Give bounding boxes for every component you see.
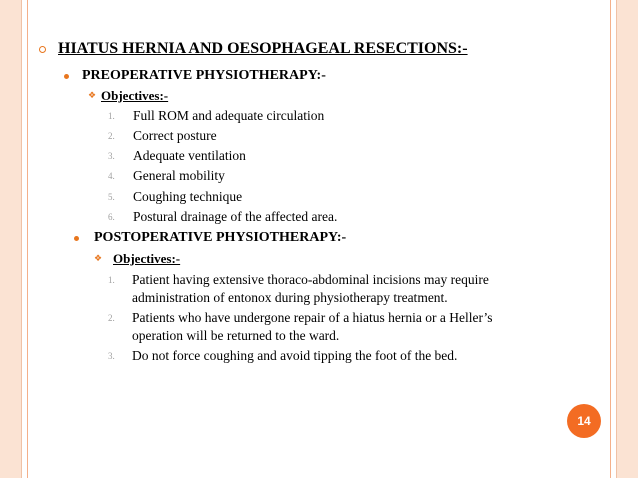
list-number: 2. (108, 313, 115, 323)
list-item: Adequate ventilation (133, 148, 246, 163)
list-number: 3. (108, 351, 115, 361)
right-edge-line (610, 0, 611, 478)
list-number: 6. (108, 212, 115, 222)
list-item-line: Patient having extensive thoraco-abdominal incisions may require (132, 272, 489, 287)
slide-heading: HIATUS HERNIA AND OESOPHAGEAL RESECTIONS:- (58, 40, 468, 57)
list-item-line: operation will be returned to the ward. (132, 328, 340, 343)
page-number-badge: 14 (567, 404, 601, 438)
list-number: 5. (108, 192, 115, 202)
list-item: General mobility (133, 168, 225, 183)
list-number: 4. (108, 171, 115, 181)
list-item: Correct posture (133, 128, 217, 143)
preoperative-title: PREOPERATIVE PHYSIOTHERAPY:- (82, 68, 326, 83)
list-number: 3. (108, 151, 115, 161)
ring-bullet-icon (39, 46, 46, 53)
list-number: 1. (108, 275, 115, 285)
list-item: Full ROM and adequate circulation (133, 108, 325, 123)
list-item-line: Do not force coughing and avoid tipping the foot of the bed. (132, 348, 458, 363)
left-edge-line (27, 0, 28, 478)
list-number: 1. (108, 111, 115, 121)
right-decorative-edge (616, 0, 638, 478)
list-item-line: Patients who have undergone repair of a hiatus hernia or a Heller’s (132, 310, 493, 325)
left-decorative-edge (0, 0, 22, 478)
dot-bullet-icon (64, 74, 69, 79)
dot-bullet-icon (74, 236, 79, 241)
list-item-line: administration of entonox during physiotherapy treatment. (132, 290, 448, 305)
preoperative-objectives-label: Objectives:- (101, 88, 169, 103)
diamond-bullet-icon: ❖ (88, 91, 97, 101)
list-item: Coughing technique (133, 189, 243, 204)
diamond-bullet-icon: ❖ (94, 254, 103, 264)
list-item: Postural drainage of the affected area. (133, 209, 338, 224)
postoperative-objectives-label: Objectives:- (113, 251, 181, 266)
list-number: 2. (108, 131, 115, 141)
postoperative-title: POSTOPERATIVE PHYSIOTHERAPY:- (94, 230, 347, 245)
